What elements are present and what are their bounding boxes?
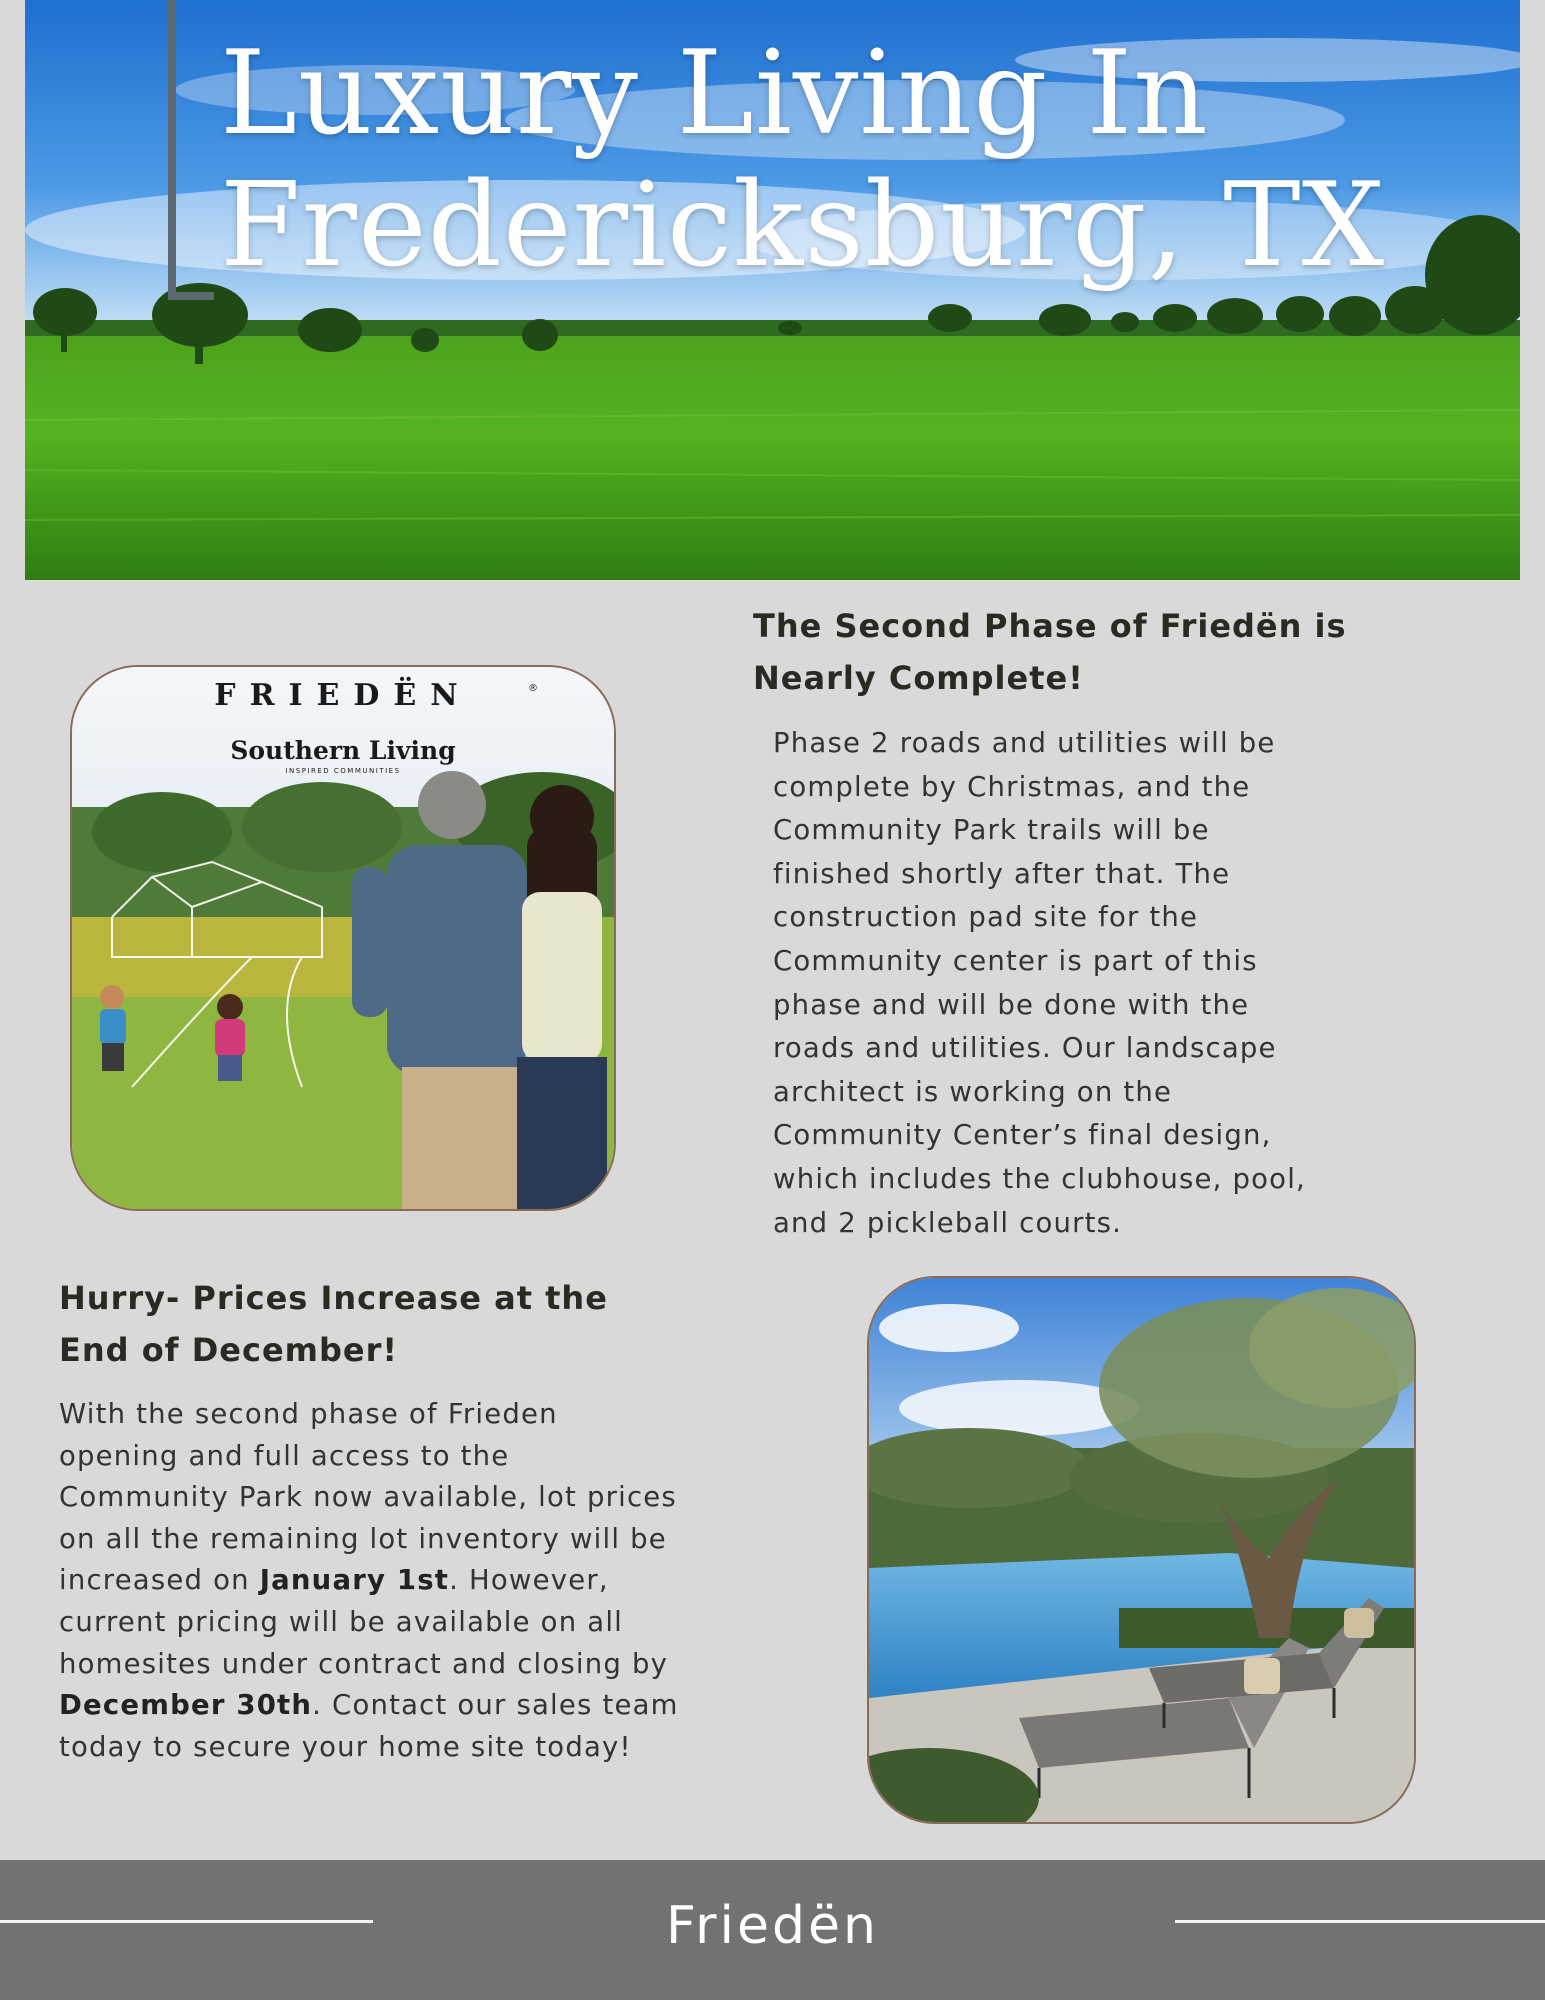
phase-heading-line2: Nearly Complete! [753,659,1084,697]
price-line [59,1560,679,1602]
hero-title [220,28,1385,292]
frieden-logo-text: FRIEDËN [214,678,472,713]
price-deadline-date: January 1st [259,1564,450,1597]
price-text: . However, [449,1564,609,1597]
price-line: Community Park now available, lot prices [59,1481,677,1514]
price-line: today to secure your home site today! [59,1730,632,1763]
price-heading-line2: End of December! [59,1331,398,1369]
phase-line: finished shortly after that. The [773,857,1231,890]
phase-line: which includes the clubhouse, pool, [773,1162,1306,1195]
phase-line: complete by Christmas, and the [773,770,1251,803]
phase-line: roads and utilities. Our landscape [773,1032,1277,1065]
price-text: . Contact our sales team [312,1689,679,1722]
family-photo-image [72,667,614,1209]
pool-photo [867,1276,1416,1824]
phase-line: Community Center’s final design, [773,1119,1272,1152]
hero-accent-foot [168,292,214,300]
price-body [59,1394,679,1768]
price-line: With the second phase of Frieden [59,1398,558,1430]
hero-title-line2: Fredericksburg, TX [220,158,1386,293]
price-line [59,1685,679,1727]
southern-living-logo: Southern Living [230,736,456,765]
phase-heading [753,600,1347,704]
registered-mark: ® [528,683,538,694]
hero-banner [25,0,1520,580]
hero-title-line1: Luxury Living In [220,26,1209,161]
southern-living-tagline: INSPIRED COMMUNITIES [285,767,401,775]
phase-line: Community center is part of this [773,944,1258,977]
phase-heading-line1: The Second Phase of Friedën is [753,607,1347,645]
footer-right-line [1175,1920,1545,1923]
footer-bar [0,1860,1545,2000]
phase-line: Community Park trails will be [773,814,1210,847]
hero-accent-post [168,0,176,298]
family-photo [70,665,616,1211]
price-line: current pricing will be available on all [59,1605,624,1638]
price-line: opening and full access to the [59,1439,510,1472]
price-line: homesites under contract and closing by [59,1647,669,1680]
phase-line: Phase 2 roads and utilities will be [773,727,1276,759]
price-heading-line1: Hurry- Prices Increase at the [59,1279,608,1317]
phase-line: phase and will be done with the [773,988,1250,1021]
pool-photo-image [869,1278,1414,1822]
price-line: on all the remaining lot inventory will be [59,1522,667,1555]
footer-brand: Friedën [666,1896,879,1956]
phase-line: architect is working on the [773,1075,1173,1108]
phase-line: construction pad site for the [773,901,1199,934]
phase-body [773,722,1306,1245]
phase-line: and 2 pickleball courts. [773,1206,1123,1239]
closing-deadline-date: December 30th [59,1689,313,1722]
price-text: increased on [59,1564,260,1597]
price-heading [59,1272,608,1376]
